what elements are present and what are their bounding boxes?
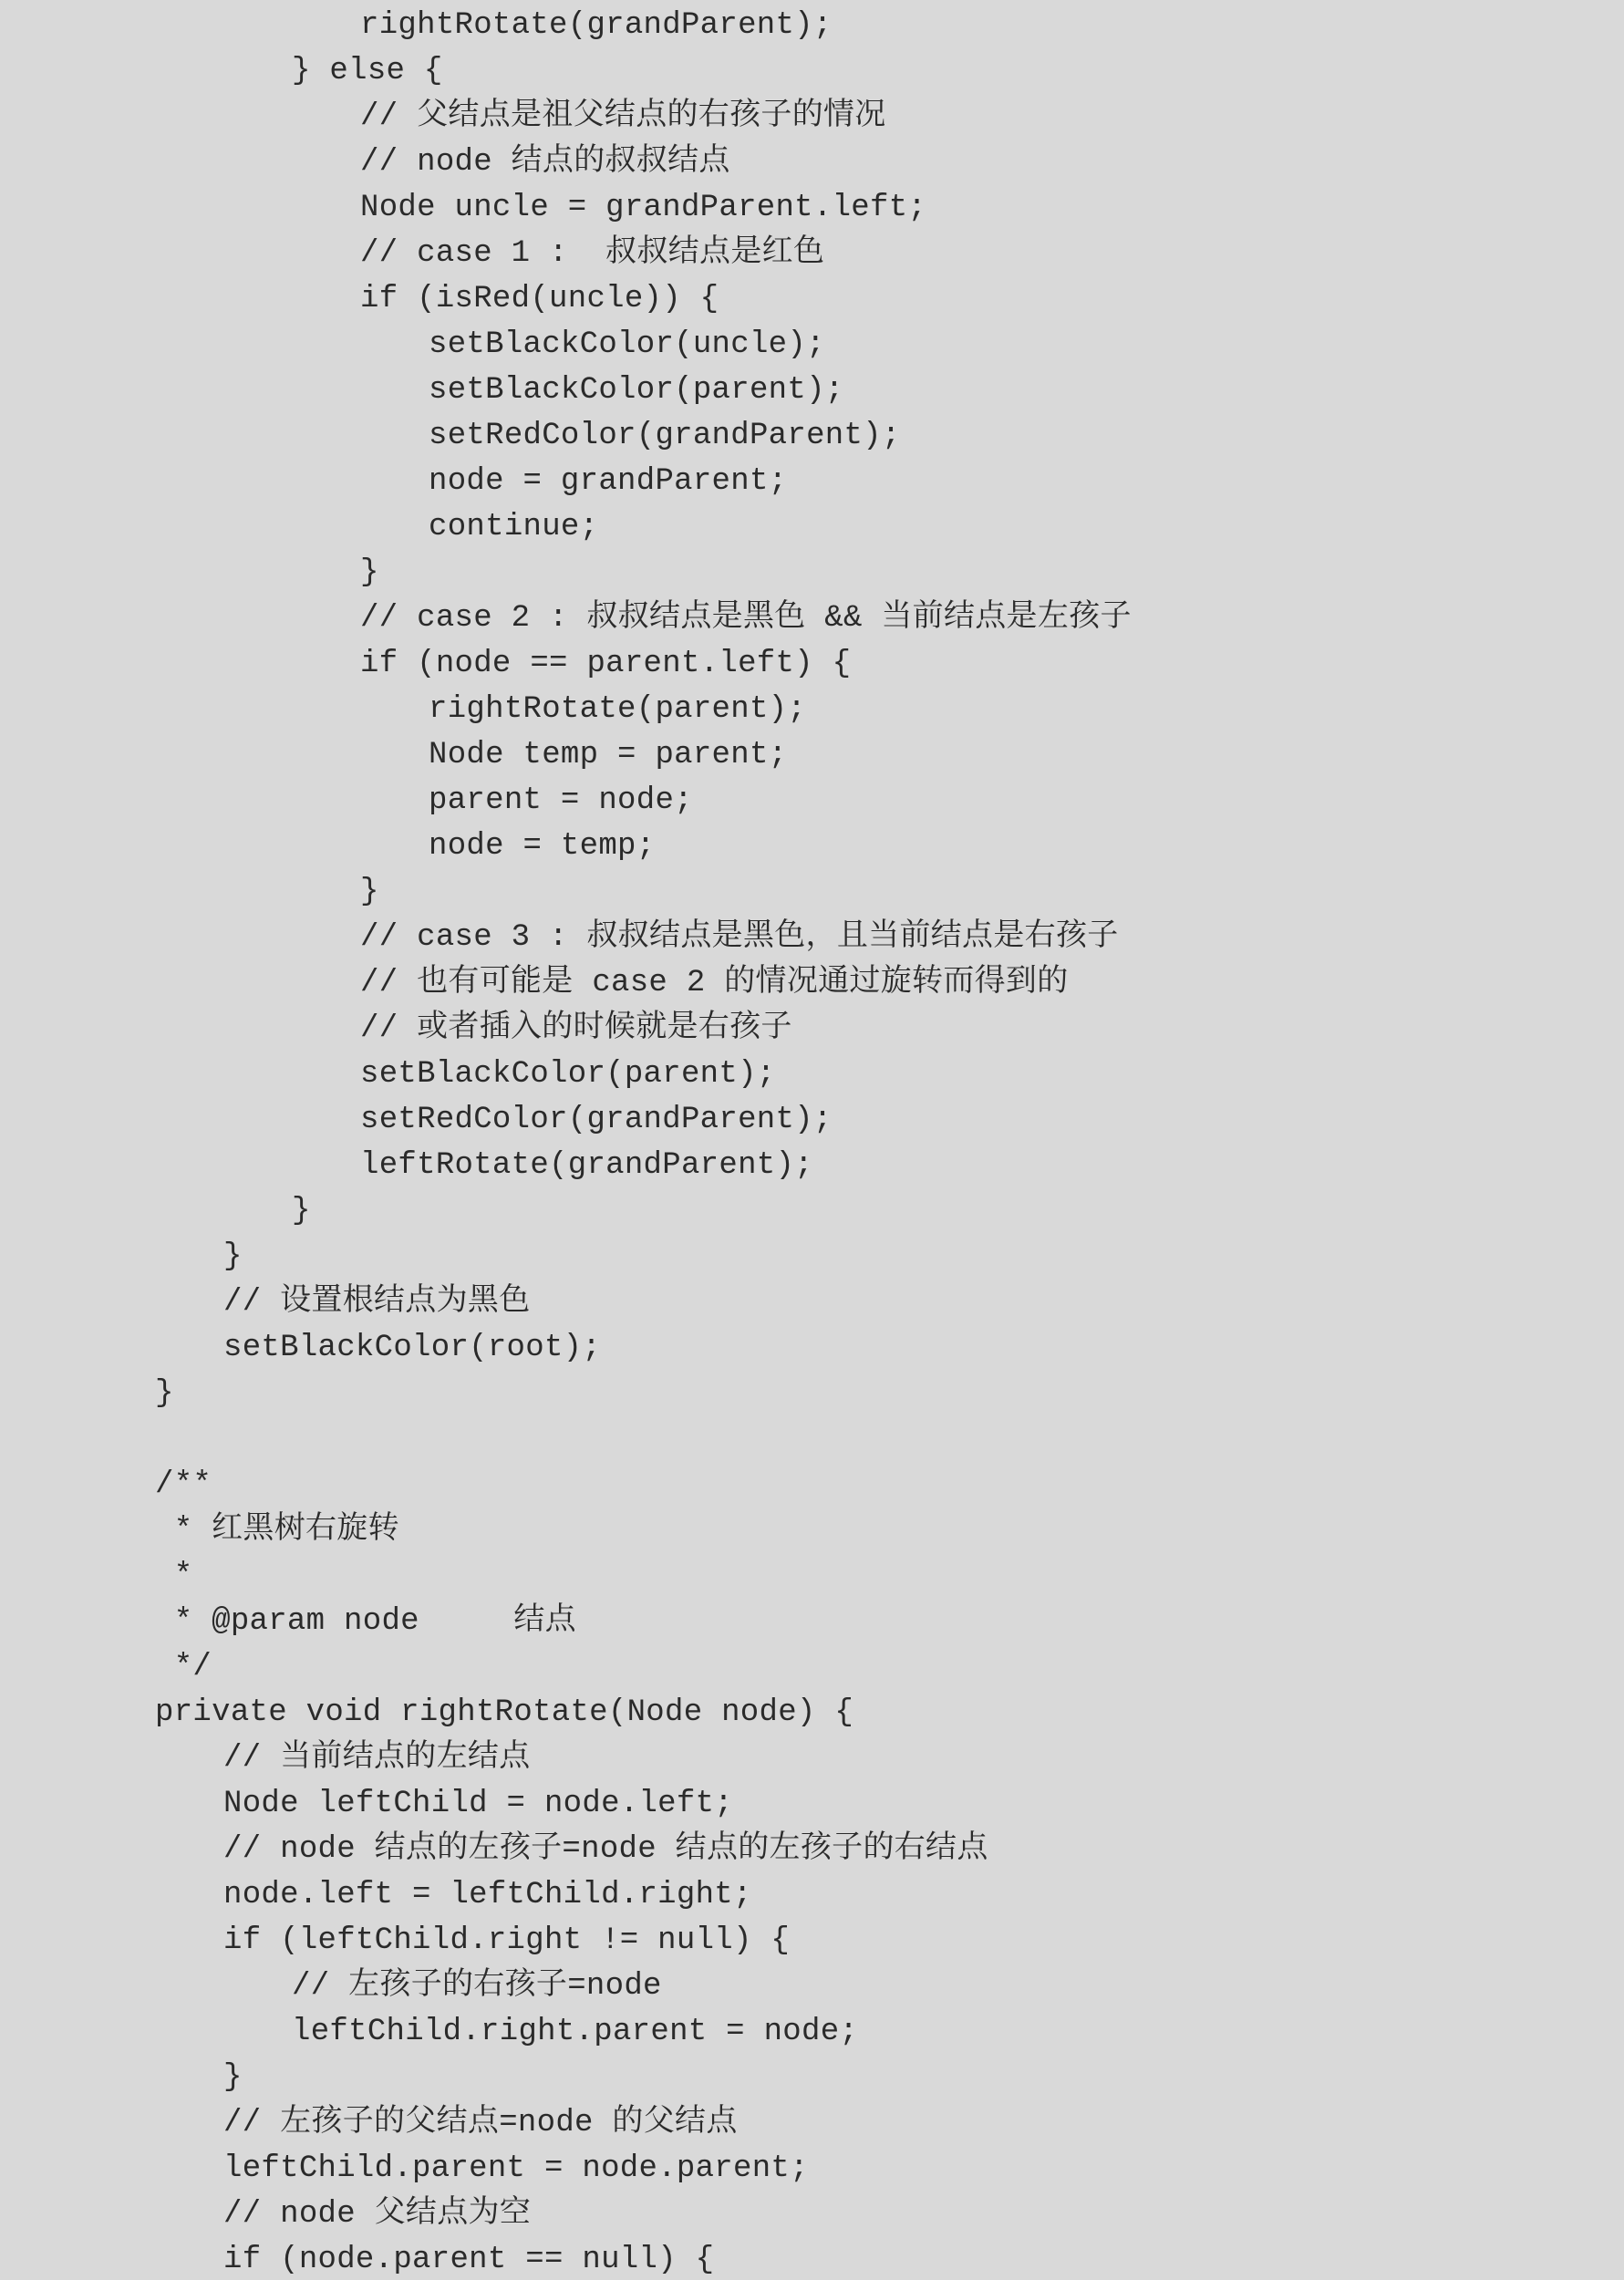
code-line: leftRotate(grandParent); — [360, 1148, 813, 1183]
code-line: if (node == parent.left) { — [360, 647, 852, 681]
code-line: setRedColor(grandParent); — [429, 419, 901, 453]
code-line: rightRotate(grandParent); — [360, 8, 833, 43]
code-line: private void rightRotate(Node node) { — [155, 1695, 854, 1730]
code-line: // node 结点的叔叔结点 — [360, 145, 730, 180]
code-line: // 当前结点的左结点 — [223, 1741, 531, 1776]
code-line: } else { — [292, 54, 443, 88]
code-line: // 或者插入的时候就是右孩子 — [360, 1011, 792, 1046]
code-line: node.left = leftChild.right; — [223, 1878, 752, 1912]
code-line: setBlackColor(parent); — [360, 1057, 776, 1092]
code-line: // node 结点的左孩子=node 结点的左孩子的右结点 — [223, 1832, 988, 1867]
code-line: if (isRed(uncle)) { — [360, 282, 719, 316]
code-line: } — [292, 1194, 311, 1228]
code-line: leftChild.right.parent = node; — [292, 2015, 859, 2049]
code-line: // 左孩子的父结点=node 的父结点 — [223, 2106, 738, 2140]
code-line: setBlackColor(parent); — [429, 373, 844, 408]
code-line: } — [223, 2060, 243, 2095]
code-line: node = temp; — [429, 829, 656, 864]
code-line: rightRotate(parent); — [429, 692, 807, 727]
code-line: if (node.parent == null) { — [223, 2243, 715, 2277]
code-line: // case 3 : 叔叔结点是黑色，且当前结点是右孩子 — [360, 920, 1119, 955]
code-line: // case 2 : 叔叔结点是黑色 && 当前结点是左孩子 — [360, 601, 1132, 636]
code-line: Node temp = parent; — [429, 738, 788, 772]
code-line: parent = node; — [429, 783, 693, 818]
code-line: setBlackColor(root); — [223, 1331, 602, 1365]
code-line: // case 1 : 叔叔结点是红色 — [360, 236, 825, 271]
code-line: Node leftChild = node.left; — [223, 1787, 733, 1821]
code-line: * @param node 结点 — [155, 1604, 576, 1639]
code-line: setBlackColor(uncle); — [429, 327, 825, 362]
code-line: /** — [155, 1467, 212, 1502]
code-line: // 左孩子的右孩子=node — [292, 1969, 662, 2004]
code-line: Node uncle = grandParent.left; — [360, 191, 927, 225]
code-line: * 红黑树右旋转 — [155, 1513, 399, 1548]
code-line: */ — [155, 1650, 212, 1684]
code-line: * — [155, 1559, 193, 1593]
code-line: // 设置根结点为黑色 — [223, 1285, 531, 1320]
code-line: } — [360, 555, 379, 590]
code-line: // 父结点是祖父结点的右孩子的情况 — [360, 99, 886, 134]
code-line: } — [223, 1239, 243, 1274]
code-line: // 也有可能是 case 2 的情况通过旋转而得到的 — [360, 966, 1069, 1000]
code-line: setRedColor(grandParent); — [360, 1103, 833, 1137]
code-line: // node 父结点为空 — [223, 2197, 532, 2232]
code-line: if (leftChild.right != null) { — [223, 1923, 791, 1958]
code-line: } — [360, 875, 379, 909]
code-line: node = grandParent; — [429, 464, 788, 499]
code-line: } — [155, 1376, 174, 1411]
code-line: continue; — [429, 510, 599, 544]
code-line: leftChild.parent = node.parent; — [223, 2151, 809, 2186]
